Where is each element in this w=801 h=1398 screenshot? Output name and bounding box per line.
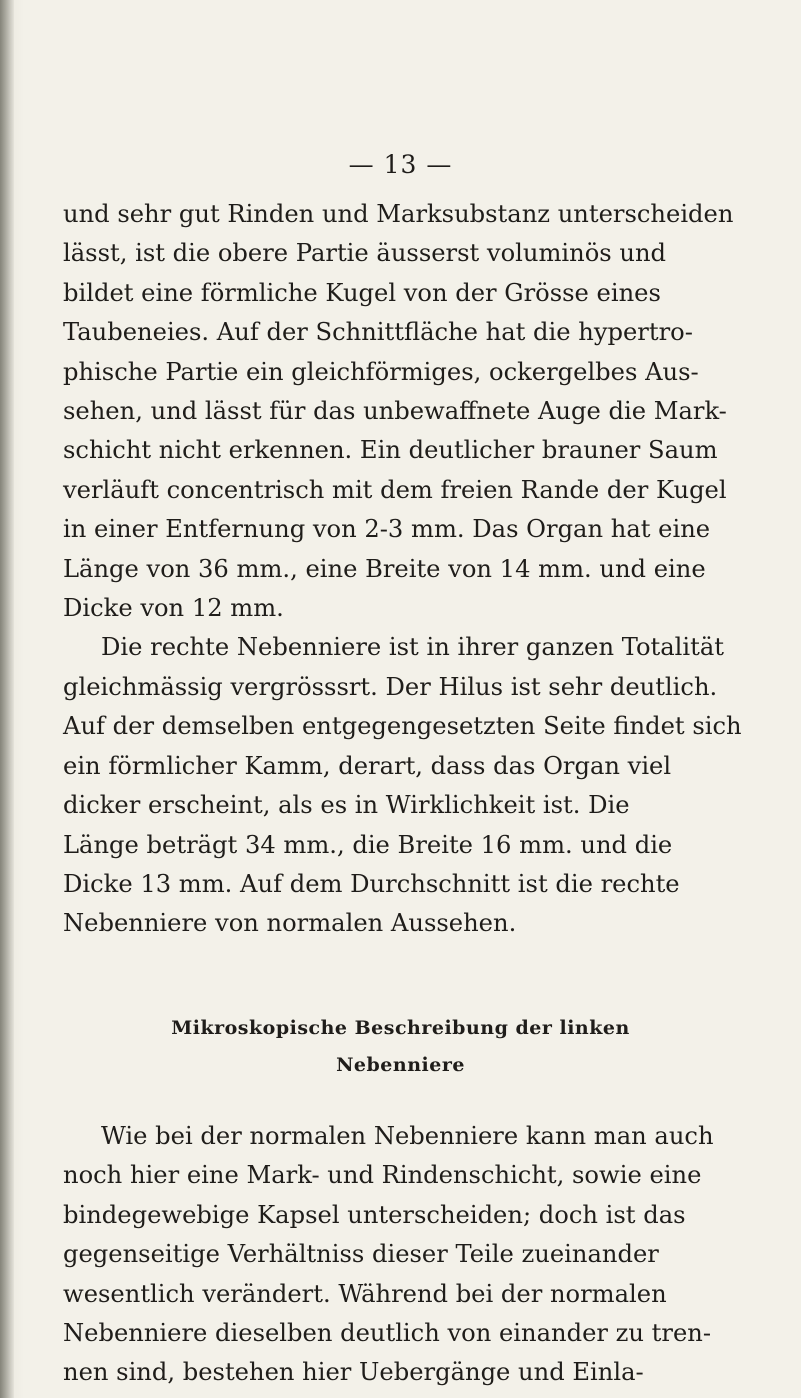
text-line: Wie bei der normalen Nebenniere kann man auch [101,1122,714,1150]
text-line: lässt, ist die obere Partie äusserst voluminös und [63,239,667,268]
text-line: sehen, und lässt für das unbewaffnete Auge die Mark- [63,397,727,426]
body-text-bottom [63,1117,714,1393]
text-line: Nebenniere dieselben deutlich von einander zu tren- [63,1319,712,1348]
text-line: Länge von 36 mm., eine Breite von 14 mm. und eine [63,554,706,583]
text-line: ein förmlicher Kamm, derart, dass das Organ viel [63,751,672,780]
text-line: Länge beträgt 34 mm., die Breite 16 mm. und die [63,830,673,859]
text-line: nen sind, bestehen hier Uebergänge und Einla- [63,1358,644,1387]
text-line: verläuft concentrisch mit dem freien Rande der Kugel [63,475,727,504]
text-line: in einer Entfernung von 2-3 mm. Das Organ hat eine [63,515,711,544]
text-line: schicht nicht erkennen. Ein deutlicher brauner Saum [63,436,718,465]
text-line: Auf der demselben entgegengesetzten Seite findet sich [63,712,742,741]
text-line: Die rechte Nebenniere ist in ihrer ganzen Totalität [101,633,724,662]
text-line: wesentlich verändert. Während bei der normalen [63,1279,667,1308]
text-line: und sehr gut Rinden und Marksubstanz unterscheiden [63,200,734,228]
text-line: Taubeneies. Auf der Schnittfläche hat die hypertro- [63,318,693,347]
text-line: Dicke von 12 mm. [63,594,284,623]
page-binding-shadow [0,0,14,1398]
section-heading: Mikroskopische Beschreibung der linken [171,1017,630,1039]
text-line: dicker erscheint, als es in Wirklichkeit ist. Die [63,791,630,820]
text-line: bildet eine förmliche Kugel von der Grösse eines [63,278,661,307]
text-line: bindegewebige Kapsel unterscheiden; doch ist das [63,1200,686,1229]
section-heading-continued: Nebenniere [336,1054,465,1076]
text-line: Dicke 13 mm. Auf dem Durchschnitt ist die rechte [63,869,680,898]
page-number: — 13 — [348,150,453,179]
text-line: gegenseitige Verhältniss dieser Teile zueinander [63,1240,659,1269]
text-line: noch hier eine Mark- und Rindenschicht, sowie eine [63,1161,702,1190]
body-text-top [63,195,742,944]
text-line: Nebenniere von normalen Aussehen. [63,909,517,938]
text-line: gleichmässig vergrösssrt. Der Hilus ist sehr deutlich. [63,672,718,701]
text-line: phische Partie ein gleichförmiges, ockergelbes Aus- [63,357,699,386]
